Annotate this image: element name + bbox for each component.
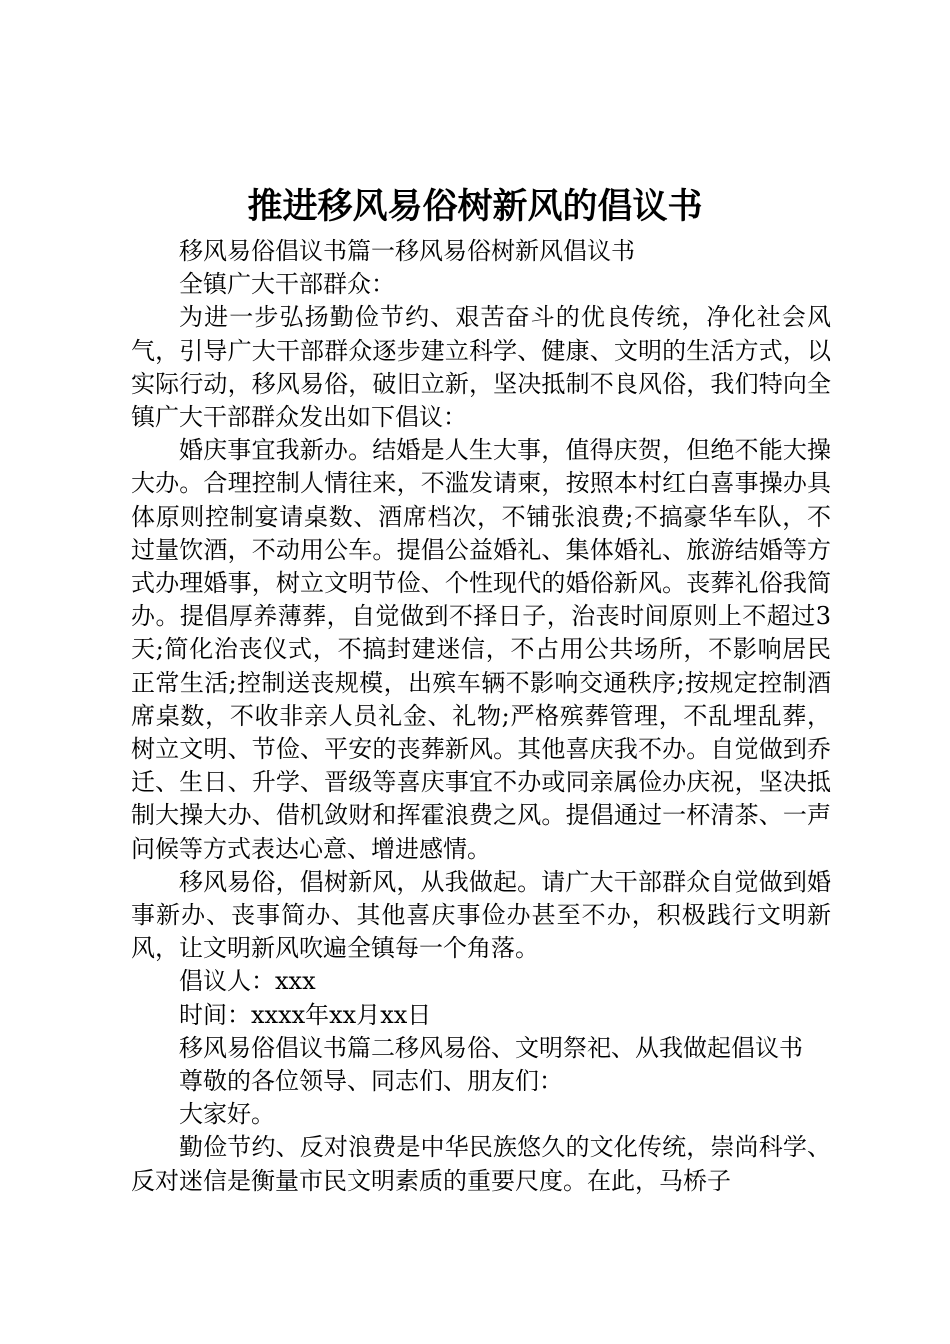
paragraph-proposals: 婚庆事宜我新办。结婚是人生大事，值得庆贺，但绝不能大操大办。合理控制人情往来，不滥发请柬，按照本村红白喜事操办具体原则控制宴请桌数、酒席档次，不铺张浪费;不搞豪华车队，不过量饮酒，不动用公车。提倡公益婚礼、集体婚礼、旅游结婚等方式办理婚事，树立文明节俭、个性现代的婚俗新风。丧葬礼俗我简办。提倡厚养薄葬，自觉做到不择日子，治丧时间原则上不超过3天;简化治丧仪式，不搞封建迷信，不占用公共场所，不影响居民正常生活;控制送丧规模，出殡车辆不影响交通秩序;按规定控制酒席桌数，不收非亲人员礼金、礼物;严格殡葬管理，不乱埋乱葬，树立文明、节俭、平安的丧葬新风。其他喜庆我不办。自觉做到乔迁、生日、升学、晋级等喜庆事宜不办或同亲属俭办庆祝，坚决抵制大操大办、借机敛财和挥霍浪费之风。提倡通过一杯清茶、一声问候等方式表达心意、增进感情。 [131,436,831,863]
paragraph-body-2: 勤俭节约、反对浪费是中华民族悠久的文化传统，崇尚科学、反对迷信是衡量市民文明素质的重要尺度。在此，马桥子 [131,1133,831,1195]
paragraph-intro: 为进一步弘扬勤俭节约、艰苦奋斗的优良传统，净化社会风气，引导广大干部群众逐步建立科学、健康、文明的生活方式，以实际行动，移风易俗，破旧立新，坚决抵制不良风俗，我们特向全镇广大干部群众发出如下倡议： [131,303,831,432]
paragraph-date: 时间：xxxx年xx月xx日 [179,1000,432,1029]
paragraph-salutation-1: 全镇广大干部群众： [179,270,395,299]
paragraph-salutation-2: 尊敬的各位领导、同志们、朋友们： [179,1067,563,1096]
paragraph-greeting: 大家好。 [179,1100,275,1129]
paragraph-initiator: 倡议人：xxx [179,967,316,996]
document-body [131,235,831,1198]
paragraph-subtitle-2: 移风易俗倡议书篇二移风易俗、文明祭祀、从我做起倡议书 [179,1033,803,1062]
paragraph-closing: 移风易俗，倡树新风，从我做起。请广大干部群众自觉做到婚事新办、丧事简办、其他喜庆事俭办甚至不办，积极践行文明新风，让文明新风吹遍全镇每一个角落。 [131,867,831,963]
document-title: 推进移风易俗树新风的倡议书 [247,186,703,227]
paragraph-subtitle-1: 移风易俗倡议书篇一移风易俗树新风倡议书 [179,237,635,265]
